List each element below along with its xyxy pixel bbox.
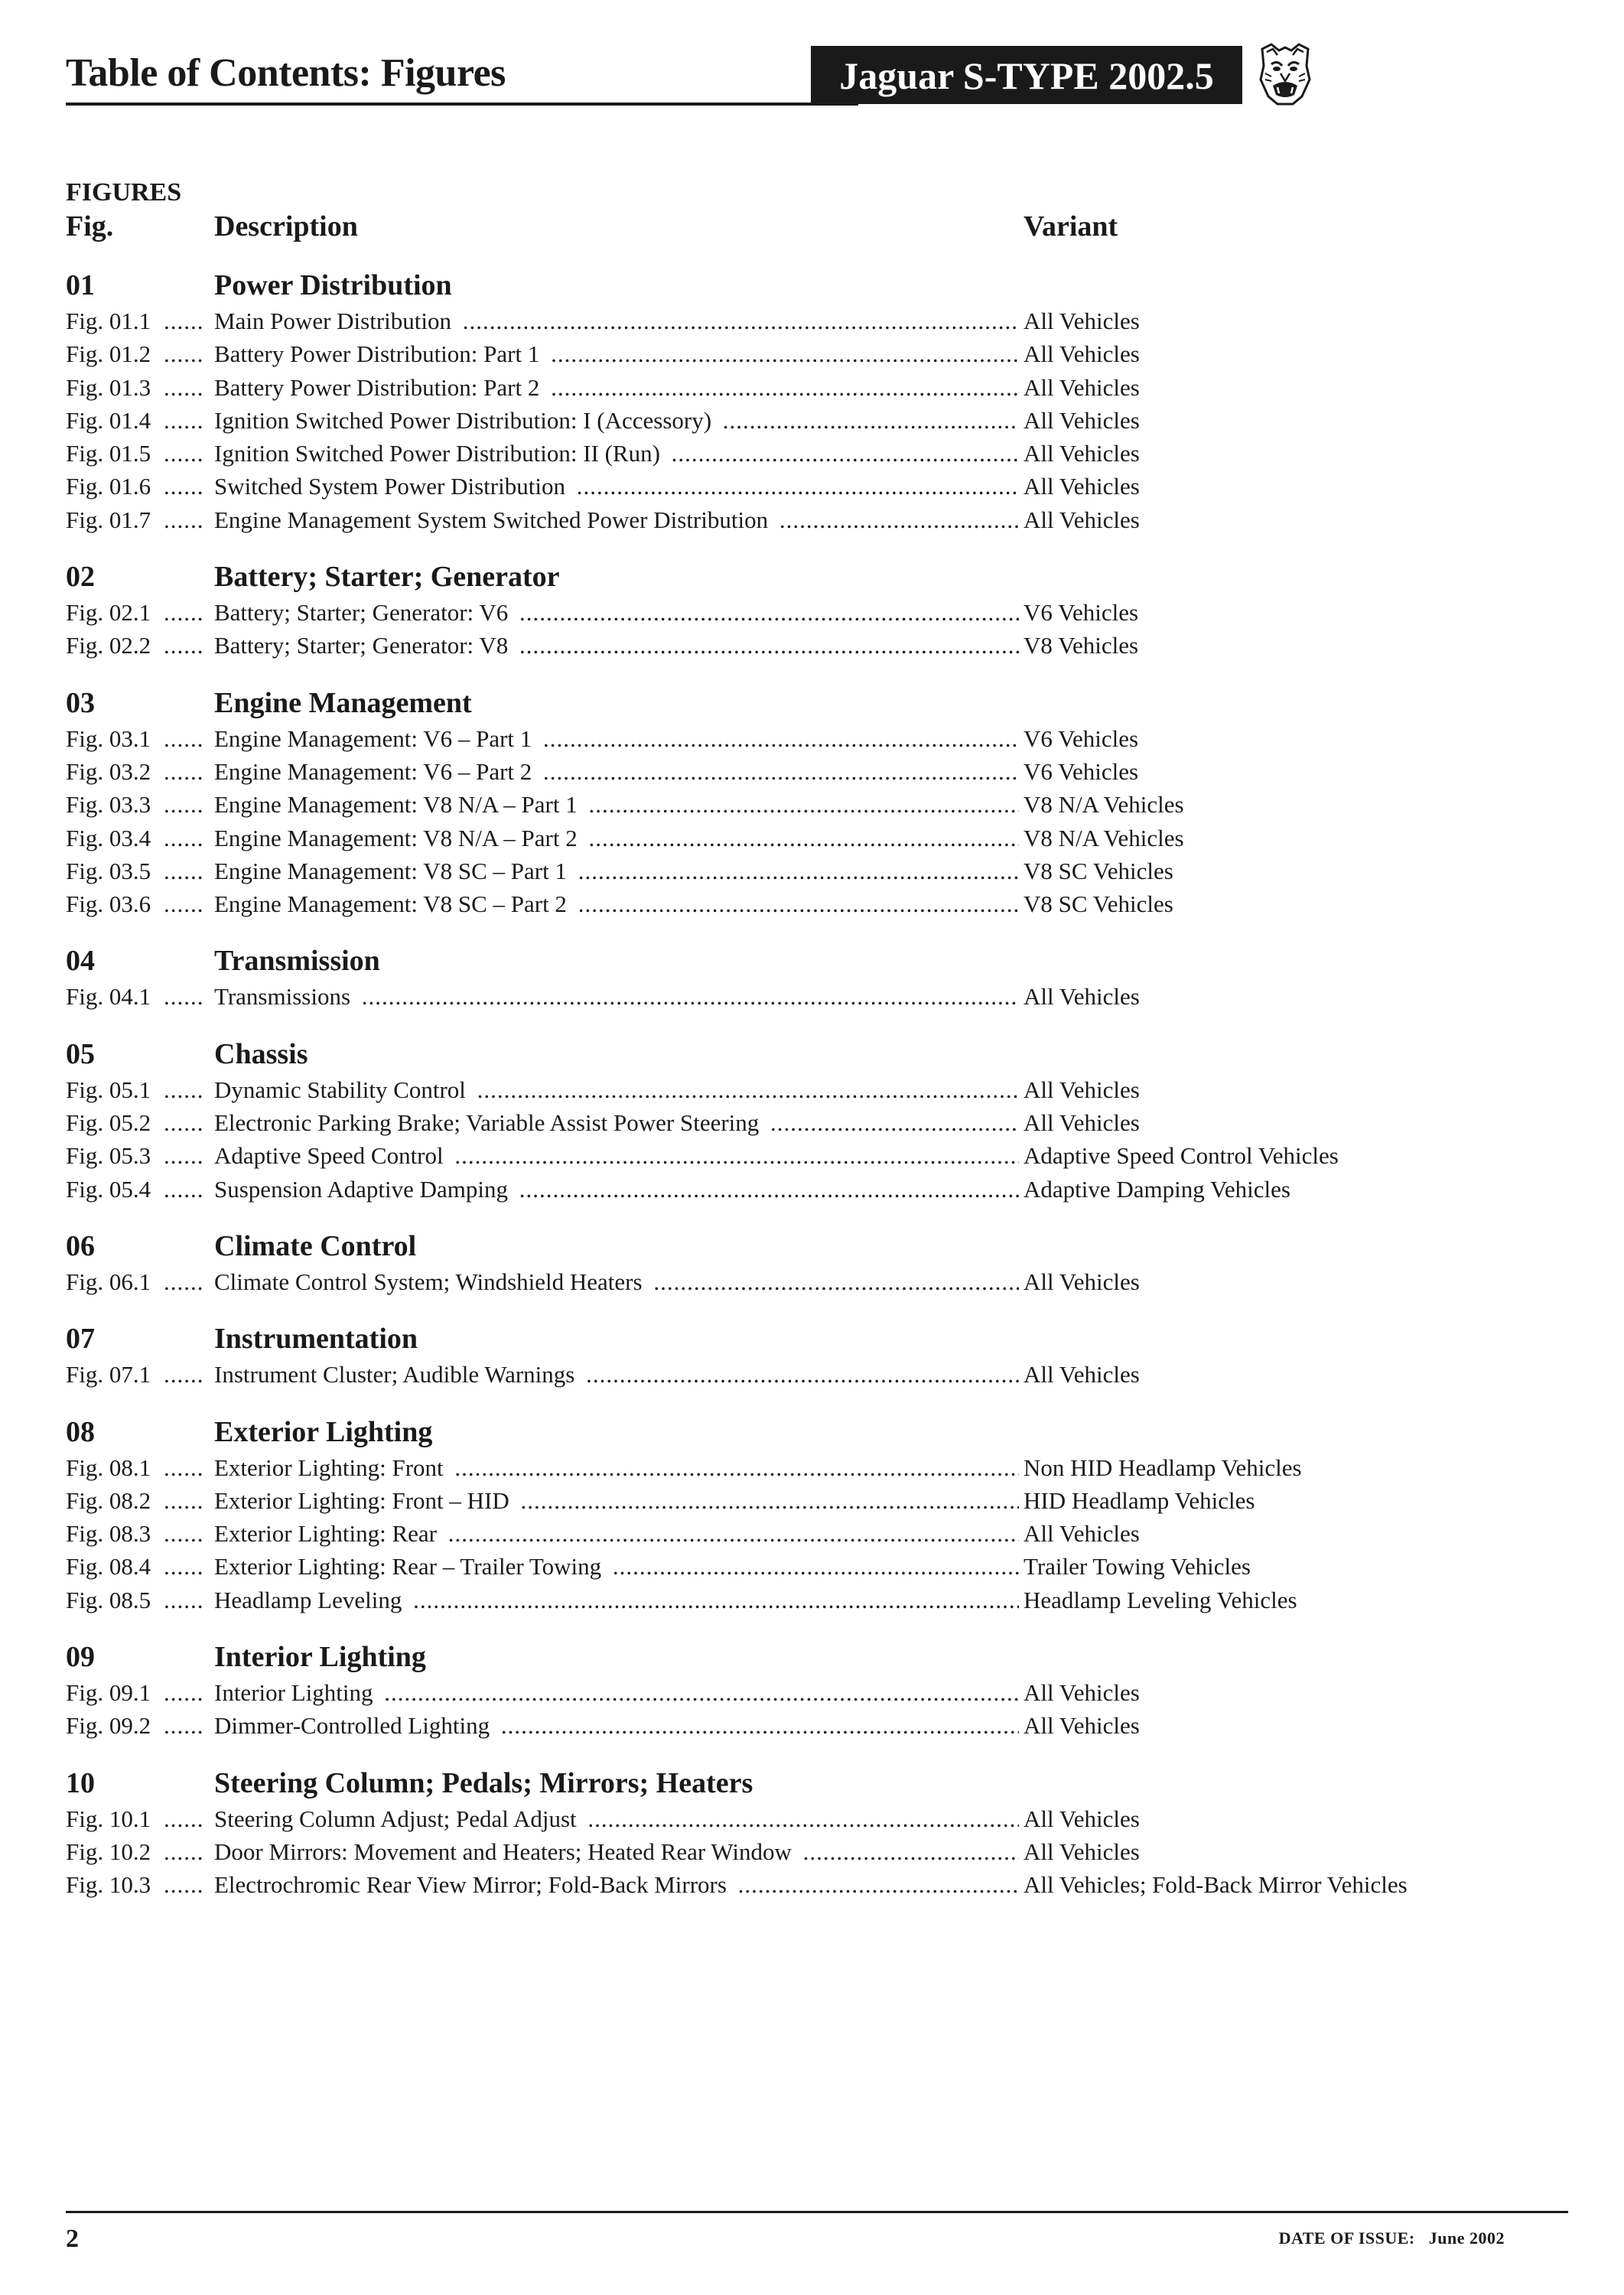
section-title: Steering Column; Pedals; Mirrors; Heaters — [214, 1766, 753, 1799]
column-header-variant: Variant — [1024, 210, 1118, 243]
entry-description-leader — [214, 755, 1071, 788]
toc-entry[interactable] — [66, 629, 1588, 662]
entry-description-leader — [214, 629, 1071, 662]
leader-dots — [164, 503, 213, 536]
entry-variant: HID Headlamp Vehicles — [1019, 1484, 1255, 1517]
entry-description: Dynamic Stability Control — [214, 1076, 470, 1103]
entry-description: Battery; Starter; Generator: V8 — [214, 632, 513, 659]
entry-description-leader — [214, 503, 1071, 536]
entry-variant: Headlamp Leveling Vehicles — [1019, 1584, 1297, 1616]
issue-label: DATE OF ISSUE: — [1278, 2228, 1415, 2248]
entry-description: Engine Management System Switched Power Distribution — [214, 506, 773, 533]
entry-variant: All Vehicles — [1019, 470, 1140, 503]
issue-date: June 2002 — [1428, 2228, 1505, 2248]
entry-description: Main Power Distribution — [214, 308, 456, 334]
entry-fig-number: Fig. 05.2 — [66, 1109, 151, 1137]
toc-entry[interactable] — [66, 1550, 1588, 1583]
entry-description: Engine Management: V6 – Part 1 — [214, 725, 536, 752]
entry-variant: V6 Vehicles — [1019, 755, 1138, 788]
leader-dots — [164, 788, 213, 821]
toc-entry[interactable] — [66, 470, 1588, 503]
toc-section — [66, 1320, 1588, 1391]
entry-fig-number: Fig. 08.1 — [66, 1454, 151, 1481]
entry-variant: V8 SC Vehicles — [1019, 855, 1173, 887]
toc-entry[interactable] — [66, 980, 1588, 1013]
leader-dots — [164, 1173, 213, 1206]
entry-description: Electronic Parking Brake; Variable Assist Power Steering — [214, 1109, 763, 1136]
entry-description-leader — [214, 1484, 1071, 1517]
toc-sections — [66, 266, 1588, 1902]
column-header-fig: Fig. — [66, 210, 114, 243]
entry-variant: All Vehicles — [1019, 371, 1140, 404]
section-number: 04 — [66, 945, 95, 978]
entry-fig-number: Fig. 01.5 — [66, 440, 151, 467]
entry-description-leader — [214, 980, 1071, 1013]
toc-entry[interactable] — [66, 1868, 1588, 1901]
entry-description: Ignition Switched Power Distribution: II (Run) — [214, 440, 665, 467]
entry-description-leader — [214, 855, 1071, 887]
entry-fig-number: Fig. 06.1 — [66, 1268, 151, 1295]
page-title: Table of Contents: Figures — [66, 51, 506, 95]
entry-variant: All Vehicles — [1019, 337, 1140, 370]
leader-dots — [164, 1517, 213, 1550]
entry-fig-number: Fig. 09.1 — [66, 1679, 151, 1707]
entry-fig-number: Fig. 03.3 — [66, 791, 151, 819]
entry-variant: Adaptive Damping Vehicles — [1019, 1173, 1290, 1206]
leader-dots — [164, 596, 213, 629]
section-title: Exterior Lighting — [214, 1415, 433, 1448]
entry-variant: All Vehicles — [1019, 1676, 1140, 1709]
entry-description: Ignition Switched Power Distribution: I (Accessory) — [214, 407, 716, 434]
leader-dots — [164, 1265, 213, 1298]
toc-entry[interactable] — [66, 1358, 1588, 1391]
entry-description: Battery Power Distribution: Part 2 — [214, 374, 544, 401]
entry-fig-number: Fig. 01.1 — [66, 308, 151, 334]
leader-dots — [164, 629, 213, 662]
section-heading — [66, 558, 1588, 596]
entry-variant: V8 Vehicles — [1019, 629, 1138, 662]
entry-description: Engine Management: V6 – Part 2 — [214, 758, 536, 785]
toc-section — [66, 1764, 1588, 1902]
toc-section — [66, 558, 1588, 662]
entry-fig-number: Fig. 08.2 — [66, 1486, 151, 1514]
entry-description-leader — [214, 822, 1071, 855]
entry-description: Battery Power Distribution: Part 1 — [214, 340, 544, 367]
toc-section — [66, 1227, 1588, 1298]
toc-entry[interactable] — [66, 822, 1588, 855]
entry-description-leader — [214, 1584, 1071, 1616]
entry-variant: All Vehicles — [1019, 1802, 1140, 1835]
entry-fig-number: Fig. 02.1 — [66, 599, 151, 627]
leader-dots — [164, 855, 213, 887]
entry-description: Battery; Starter; Generator: V6 — [214, 599, 513, 626]
leader-dots — [164, 980, 213, 1013]
entry-description-leader — [214, 1451, 1071, 1484]
entry-fig-number: Fig. 08.3 — [66, 1520, 151, 1548]
date-of-issue — [1279, 2228, 1505, 2248]
toc-entry[interactable] — [66, 1584, 1588, 1616]
toc-section — [66, 1413, 1588, 1616]
toc-entry[interactable] — [66, 371, 1588, 404]
entry-variant: All Vehicles; Fold-Back Mirror Vehicles — [1019, 1868, 1408, 1901]
toc-entry[interactable] — [66, 1139, 1588, 1172]
entry-description: Door Mirrors: Movement and Heaters; Heated Rear Window — [214, 1838, 796, 1865]
entry-description: Headlamp Leveling — [214, 1587, 406, 1613]
entry-variant: V6 Vehicles — [1019, 596, 1138, 629]
entry-variant: V8 N/A Vehicles — [1019, 788, 1184, 821]
leader-dots — [164, 1073, 213, 1106]
section-title: Transmission — [214, 945, 380, 978]
toc-entry[interactable] — [66, 337, 1588, 370]
section-title: Chassis — [214, 1037, 308, 1070]
leader-dots — [164, 1584, 213, 1616]
toc-section — [66, 942, 1588, 1013]
section-title: Battery; Starter; Generator — [214, 561, 560, 594]
section-number: 08 — [66, 1415, 95, 1448]
entry-variant: V8 SC Vehicles — [1019, 887, 1173, 920]
section-number: 03 — [66, 686, 95, 719]
leader-dots — [164, 1835, 213, 1868]
section-heading — [66, 1764, 1588, 1802]
entry-fig-number: Fig. 03.5 — [66, 857, 151, 884]
entry-fig-number: Fig. 10.1 — [66, 1805, 151, 1832]
section-title: Power Distribution — [214, 269, 452, 301]
entry-description: Engine Management: V8 N/A – Part 2 — [214, 825, 582, 851]
entry-fig-number: Fig. 10.2 — [66, 1838, 151, 1865]
toc-entry[interactable] — [66, 1802, 1588, 1835]
entry-description: Exterior Lighting: Front – HID — [214, 1487, 514, 1514]
entry-variant: All Vehicles — [1019, 437, 1140, 470]
entry-description-leader — [214, 470, 1071, 503]
section-title: Instrumentation — [214, 1323, 418, 1356]
entry-fig-number: Fig. 08.4 — [66, 1553, 151, 1580]
entry-fig-number: Fig. 10.3 — [66, 1871, 151, 1899]
entry-description-leader — [214, 1517, 1071, 1550]
entry-description-leader — [214, 1676, 1071, 1709]
section-number: 05 — [66, 1037, 95, 1070]
entry-description: Transmissions — [214, 983, 355, 1010]
leader-dots — [164, 371, 213, 404]
entry-description-leader — [214, 1709, 1071, 1742]
toc-entry[interactable] — [66, 437, 1588, 470]
entry-description: Dimmer-Controlled Lighting — [214, 1712, 494, 1739]
header-rule — [66, 103, 858, 106]
entry-variant: All Vehicles — [1019, 1073, 1140, 1106]
entry-description-leader — [214, 1139, 1071, 1172]
entry-description: Switched System Power Distribution — [214, 473, 570, 500]
leader-dots — [164, 1676, 213, 1709]
entry-description: Interior Lighting — [214, 1679, 377, 1706]
section-heading — [66, 1638, 1588, 1676]
leader-dots — [164, 1484, 213, 1517]
entry-variant: All Vehicles — [1019, 1517, 1140, 1550]
entry-description-leader — [214, 1073, 1071, 1106]
toc-entry[interactable] — [66, 596, 1588, 629]
entry-description-leader — [214, 1550, 1071, 1583]
toc-section — [66, 684, 1588, 921]
model-badge: Jaguar S-TYPE 2002.5 — [811, 46, 1242, 104]
entry-description-leader — [214, 437, 1071, 470]
column-headers — [66, 208, 1588, 245]
entry-fig-number: Fig. 03.2 — [66, 757, 151, 785]
toc-entry[interactable] — [66, 1709, 1588, 1742]
section-title: Engine Management — [214, 686, 472, 719]
entry-variant: All Vehicles — [1019, 1265, 1140, 1298]
section-heading — [66, 942, 1588, 980]
toc-entry[interactable] — [66, 755, 1588, 788]
entry-variant: Trailer Towing Vehicles — [1019, 1550, 1251, 1583]
toc-entry[interactable] — [66, 1484, 1588, 1517]
entry-fig-number: Fig. 02.2 — [66, 632, 151, 659]
toc-entry[interactable] — [66, 1835, 1588, 1868]
section-heading — [66, 1320, 1588, 1358]
entry-variant: All Vehicles — [1019, 1709, 1140, 1742]
entry-description-leader — [214, 722, 1071, 755]
section-number: 06 — [66, 1229, 95, 1262]
entry-description-leader — [214, 596, 1071, 629]
toc-entry[interactable] — [66, 1676, 1588, 1709]
leader-dots — [164, 822, 213, 855]
entry-fig-number: Fig. 09.2 — [66, 1712, 151, 1740]
entry-description: Electrochromic Rear View Mirror; Fold-Back Mirrors — [214, 1871, 731, 1898]
section-number: 09 — [66, 1641, 95, 1674]
figures-label: FIGURES — [66, 178, 182, 207]
leader-dots — [164, 404, 213, 437]
footer-rule — [66, 2211, 1568, 2213]
leader-dots — [164, 1709, 213, 1742]
leader-dots — [164, 722, 213, 755]
entry-description: Engine Management: V8 N/A – Part 1 — [214, 791, 582, 818]
entry-fig-number: Fig. 08.5 — [66, 1586, 151, 1613]
toc-entry[interactable] — [66, 788, 1588, 821]
leader-dots — [164, 1106, 213, 1139]
entry-fig-number: Fig. 03.4 — [66, 824, 151, 851]
entry-description-leader — [214, 1358, 1071, 1391]
toc-entry[interactable] — [66, 887, 1588, 920]
toc-section — [66, 1638, 1588, 1743]
entry-description: Exterior Lighting: Front — [214, 1454, 448, 1481]
entry-description-leader — [214, 1835, 1071, 1868]
entry-description-leader — [214, 1173, 1071, 1206]
entry-description: Climate Control System; Windshield Heaters — [214, 1268, 647, 1295]
entry-variant: All Vehicles — [1019, 404, 1140, 437]
section-number: 02 — [66, 561, 95, 594]
entry-fig-number: Fig. 07.1 — [66, 1361, 151, 1388]
leader-dots — [164, 1868, 213, 1901]
toc-entry[interactable] — [66, 503, 1588, 536]
entry-fig-number: Fig. 01.4 — [66, 406, 151, 434]
toc-entry[interactable] — [66, 304, 1588, 337]
entry-variant: All Vehicles — [1019, 503, 1140, 536]
entry-variant: All Vehicles — [1019, 1835, 1140, 1868]
leader-dots — [164, 437, 213, 470]
section-title: Interior Lighting — [214, 1641, 426, 1674]
leader-dots — [164, 1358, 213, 1391]
column-header-description: Description — [214, 210, 358, 243]
entry-description-leader — [214, 371, 1071, 404]
toc-entry[interactable] — [66, 1451, 1588, 1484]
entry-fig-number: Fig. 05.4 — [66, 1175, 151, 1203]
entry-variant: Non HID Headlamp Vehicles — [1019, 1451, 1302, 1484]
leader-dots — [164, 1139, 213, 1172]
toc-entry[interactable] — [66, 1073, 1588, 1106]
entry-description: Exterior Lighting: Rear — [214, 1520, 441, 1547]
entry-description-leader — [214, 404, 1071, 437]
entry-description: Adaptive Speed Control — [214, 1142, 448, 1169]
entry-fig-number: Fig. 05.3 — [66, 1142, 151, 1170]
entry-description-leader — [214, 788, 1071, 821]
leader-dots — [164, 304, 213, 337]
entry-description: Instrument Cluster; Audible Warnings — [214, 1361, 579, 1388]
entry-description-leader — [214, 337, 1071, 370]
toc-section — [66, 266, 1588, 536]
leader-dots — [164, 755, 213, 788]
leader-dots — [164, 1451, 213, 1484]
leader-dots — [164, 337, 213, 370]
section-number: 01 — [66, 269, 95, 301]
entry-fig-number: Fig. 01.3 — [66, 373, 151, 401]
toc-entry[interactable] — [66, 1265, 1588, 1298]
toc-entry[interactable] — [66, 404, 1588, 437]
page-number: 2 — [66, 2225, 79, 2253]
toc-entry[interactable] — [66, 1517, 1588, 1550]
entry-description-leader — [214, 887, 1071, 920]
leader-dots — [164, 1802, 213, 1835]
entry-fig-number: Fig. 03.1 — [66, 724, 151, 752]
entry-variant: V8 N/A Vehicles — [1019, 822, 1184, 855]
toc-figures — [66, 177, 1588, 1902]
entry-description-leader — [214, 1802, 1071, 1835]
entry-description-leader — [214, 1106, 1071, 1139]
entry-variant: All Vehicles — [1019, 1358, 1140, 1391]
toc-section — [66, 1035, 1588, 1206]
entry-description: Exterior Lighting: Rear – Trailer Towing — [214, 1553, 606, 1580]
entry-variant: All Vehicles — [1019, 980, 1140, 1013]
entry-description-leader — [214, 1265, 1071, 1298]
entry-description: Suspension Adaptive Damping — [214, 1176, 513, 1203]
entry-fig-number: Fig. 05.1 — [66, 1076, 151, 1103]
entry-description-leader — [214, 1868, 1071, 1901]
entry-variant: Adaptive Speed Control Vehicles — [1019, 1139, 1339, 1172]
entry-fig-number: Fig. 01.6 — [66, 473, 151, 500]
entry-description: Engine Management: V8 SC – Part 1 — [214, 858, 571, 884]
leader-dots — [164, 887, 213, 920]
entry-fig-number: Fig. 01.7 — [66, 506, 151, 533]
section-heading — [66, 684, 1588, 722]
section-heading — [66, 1035, 1588, 1073]
entry-fig-number: Fig. 01.2 — [66, 340, 151, 368]
section-title: Climate Control — [214, 1229, 417, 1262]
leader-dots — [164, 470, 213, 503]
entry-description-leader — [214, 304, 1071, 337]
section-number: 07 — [66, 1323, 95, 1356]
toc-entry[interactable] — [66, 855, 1588, 887]
jaguar-growler-logo-icon — [1258, 43, 1313, 106]
section-heading — [66, 1227, 1588, 1265]
entry-variant: V6 Vehicles — [1019, 722, 1138, 755]
entry-fig-number: Fig. 04.1 — [66, 983, 151, 1011]
toc-entry[interactable] — [66, 1106, 1588, 1139]
section-heading — [66, 1413, 1588, 1451]
section-heading — [66, 266, 1588, 304]
entry-description: Steering Column Adjust; Pedal Adjust — [214, 1805, 581, 1832]
entry-variant: All Vehicles — [1019, 1106, 1140, 1139]
leader-dots — [164, 1550, 213, 1583]
entry-fig-number: Fig. 03.6 — [66, 890, 151, 918]
entry-description: Engine Management: V8 SC – Part 2 — [214, 890, 571, 917]
section-number: 10 — [66, 1766, 95, 1799]
entry-variant: All Vehicles — [1019, 304, 1140, 337]
toc-entry[interactable] — [66, 1173, 1588, 1206]
toc-entry[interactable] — [66, 722, 1588, 755]
